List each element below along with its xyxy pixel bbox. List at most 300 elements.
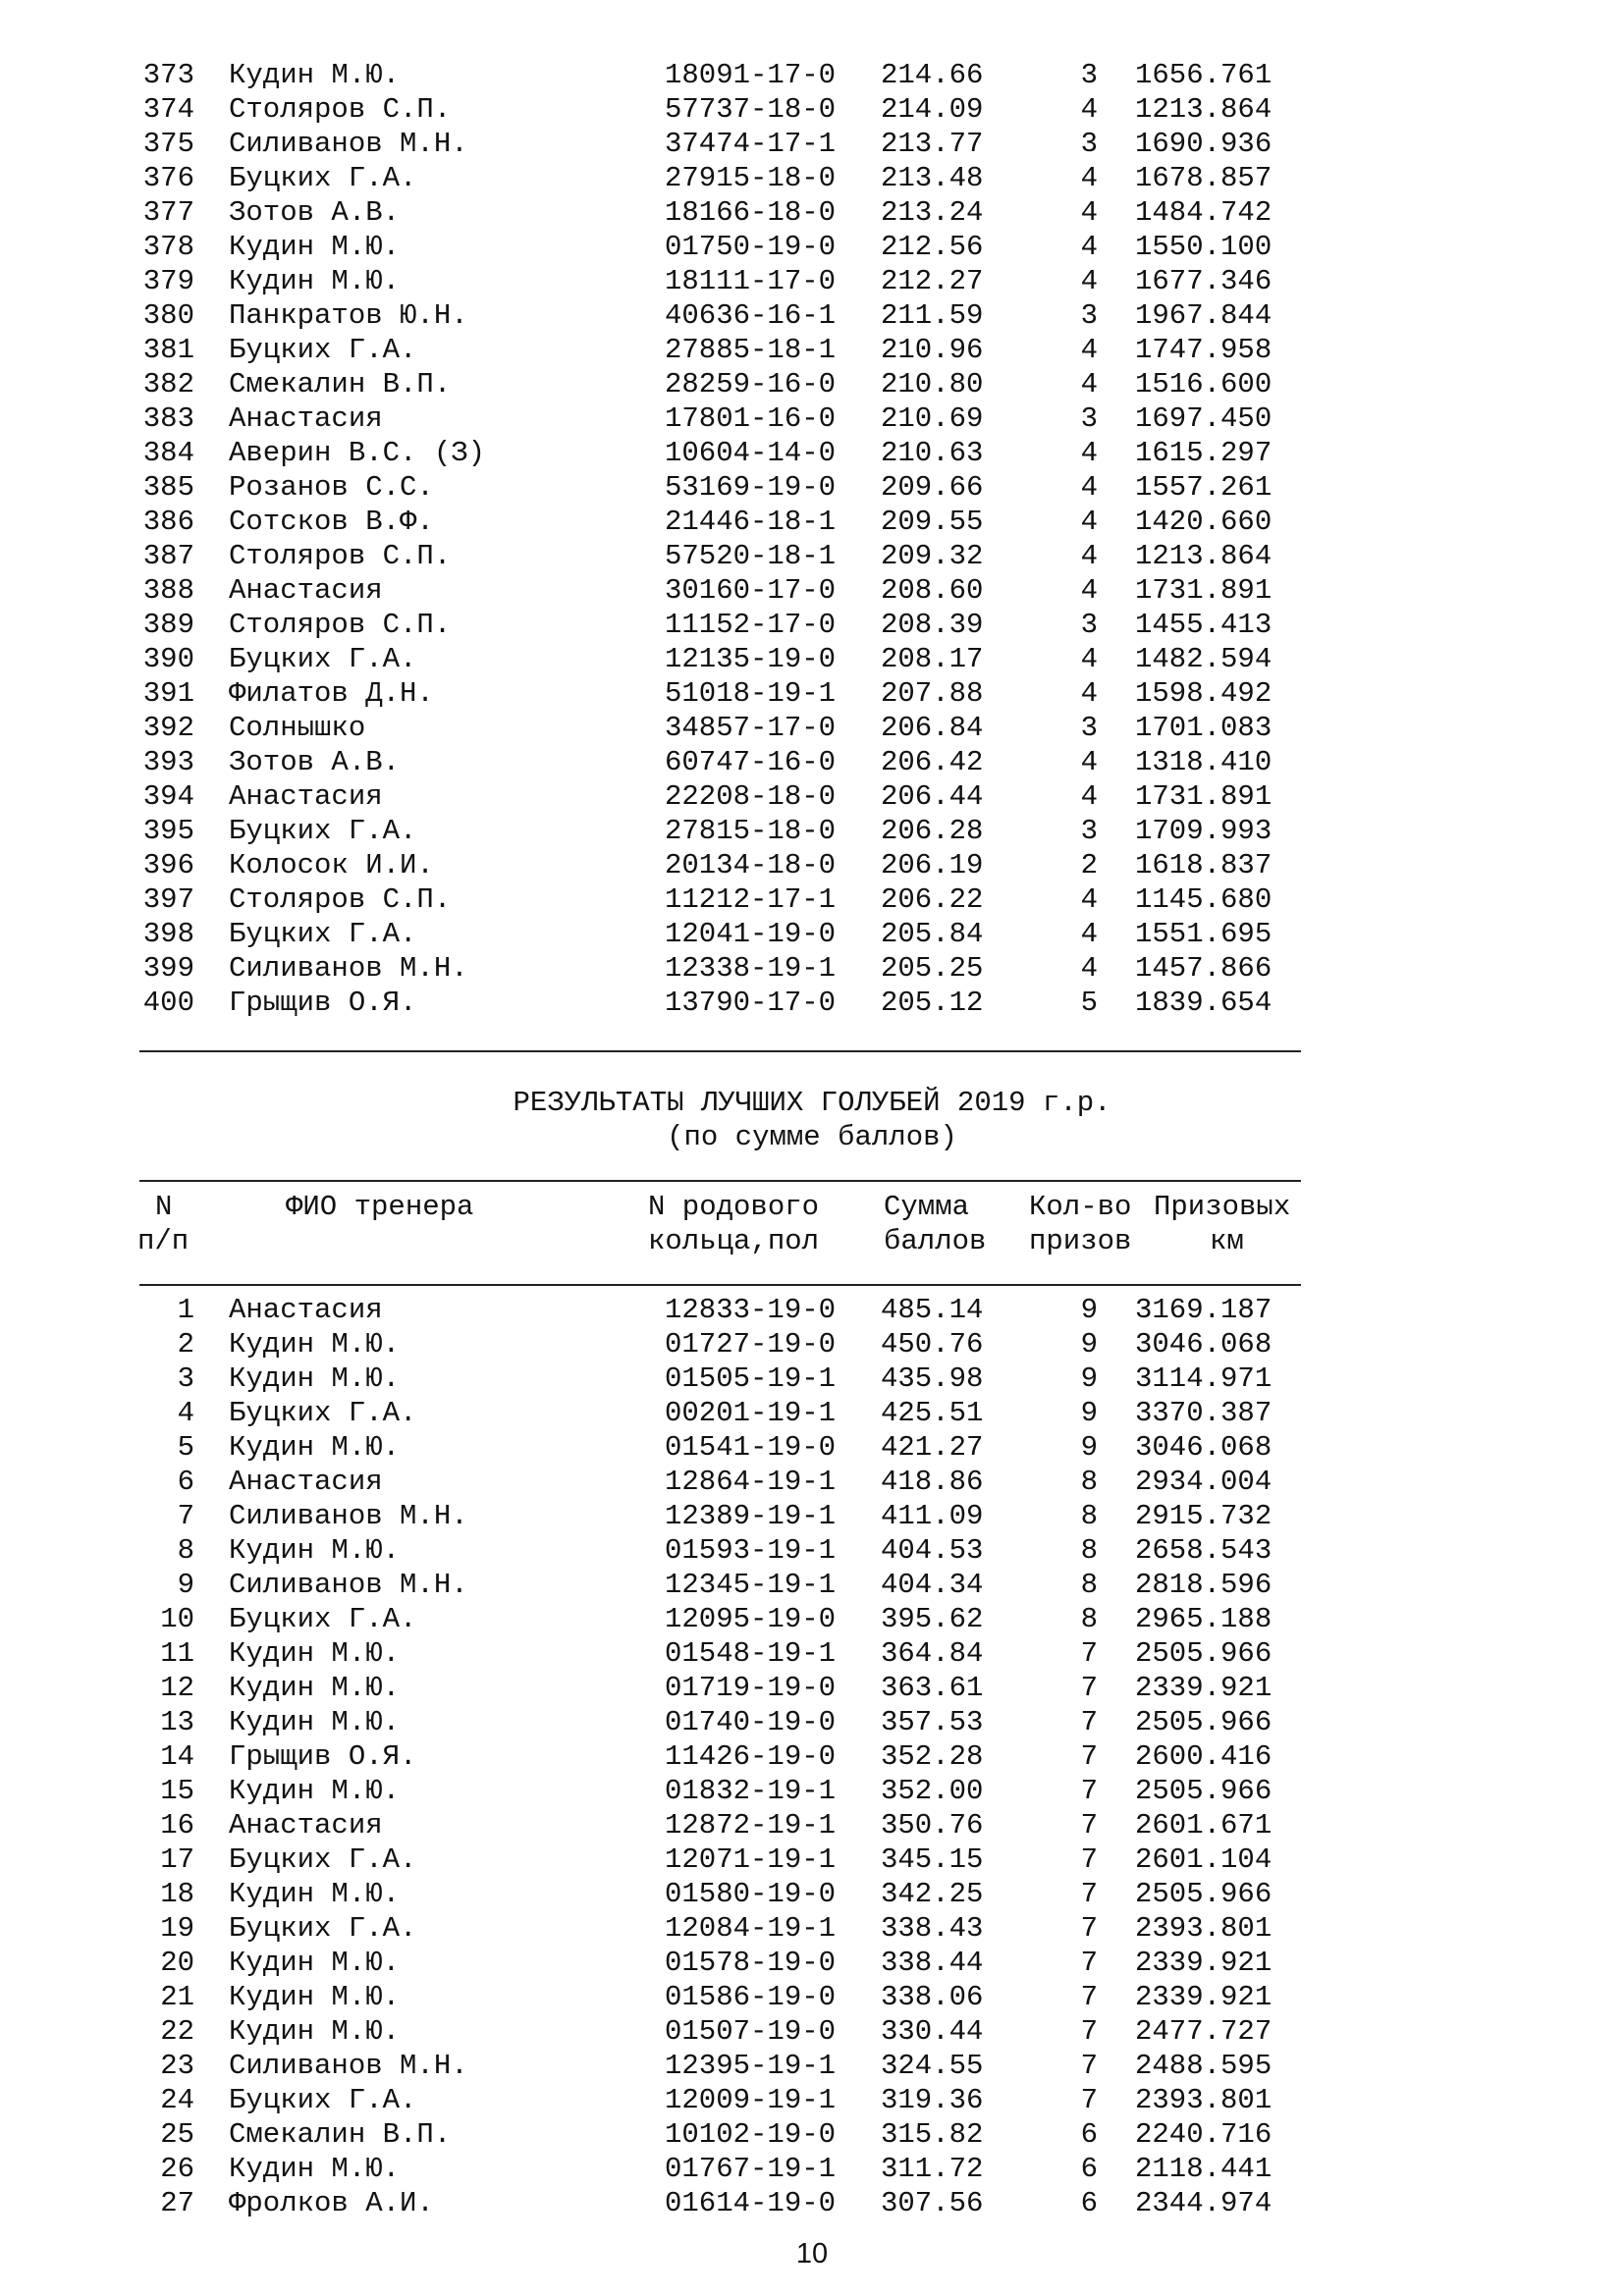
- prize-count: 7: [1080, 2050, 1098, 2082]
- table-row: [0, 642, 1624, 676]
- prize-count: 4: [1080, 368, 1098, 400]
- ring-number: 18166-18-0: [665, 196, 837, 229]
- prize-km: 2658.543: [1135, 1534, 1272, 1567]
- prize-count: 7: [1080, 1981, 1098, 2013]
- prize-count: 4: [1080, 746, 1098, 778]
- table-row: [0, 1877, 1624, 1911]
- table-row: [0, 1636, 1624, 1671]
- prize-count: 4: [1080, 437, 1098, 469]
- header-score: Сумма: [884, 1191, 970, 1223]
- score-sum: 330.44: [881, 2015, 984, 2048]
- prize-count: 4: [1080, 952, 1098, 985]
- table-row: [0, 1396, 1624, 1430]
- row-number: 22: [160, 2015, 194, 2048]
- header-ring: N родового: [648, 1191, 820, 1223]
- header-prizes-line2: призов: [1029, 1225, 1132, 1257]
- ring-number: 12135-19-0: [665, 643, 837, 675]
- score-sum: 214.66: [881, 59, 984, 91]
- score-sum: 435.98: [881, 1362, 984, 1395]
- score-sum: 342.25: [881, 1878, 984, 1910]
- score-sum: 212.27: [881, 265, 984, 297]
- trainer-name: Кудин М.Ю.: [229, 1328, 401, 1361]
- ring-number: 01505-19-1: [665, 1362, 837, 1395]
- prize-count: 7: [1080, 1672, 1098, 1704]
- prize-count: 4: [1080, 540, 1098, 572]
- score-sum: 210.63: [881, 437, 984, 469]
- trainer-name: Буцких Г.А.: [229, 1397, 417, 1429]
- row-number: 399: [142, 952, 194, 985]
- prize-count: 7: [1080, 1775, 1098, 1807]
- trainer-name: Столяров С.П.: [229, 883, 452, 916]
- row-number: 1: [177, 1294, 194, 1326]
- table-row: [0, 161, 1624, 195]
- ring-number: 27815-18-0: [665, 815, 837, 847]
- row-number: 11: [160, 1637, 194, 1670]
- trainer-name: Панкратов Ю.Н.: [229, 299, 468, 332]
- row-number: 7: [177, 1500, 194, 1532]
- table-row: [0, 1533, 1624, 1568]
- row-number: 19: [160, 1912, 194, 1945]
- table-row: [0, 711, 1624, 745]
- table-row: [0, 1293, 1624, 1327]
- prize-count: 4: [1080, 883, 1098, 916]
- trainer-name: Анастасия: [229, 1294, 383, 1326]
- trainer-name: Кудин М.Ю.: [229, 1672, 401, 1704]
- prize-count: 5: [1080, 987, 1098, 1019]
- row-number: 4: [177, 1397, 194, 1429]
- table-row: [0, 1327, 1624, 1362]
- trainer-name: Буцких Г.А.: [229, 162, 417, 194]
- table-row: [0, 230, 1624, 264]
- ring-number: 51018-19-1: [665, 677, 837, 710]
- table-row: [0, 1842, 1624, 1877]
- table-row: [0, 1499, 1624, 1533]
- row-number: 21: [160, 1981, 194, 2013]
- score-sum: 209.66: [881, 471, 984, 504]
- prize-count: 7: [1080, 1740, 1098, 1773]
- prize-count: 4: [1080, 643, 1098, 675]
- trainer-name: Кудин М.Ю.: [229, 231, 401, 263]
- trainer-name: Грыщив О.Я.: [229, 1740, 417, 1773]
- trainer-name: Анастасия: [229, 780, 383, 813]
- trainer-name: Буцких Г.А.: [229, 918, 417, 950]
- trainer-name: Буцких Г.А.: [229, 1912, 417, 1945]
- score-sum: 206.19: [881, 849, 984, 881]
- score-sum: 450.76: [881, 1328, 984, 1361]
- row-number: 378: [142, 231, 194, 263]
- ring-number: 12389-19-1: [665, 1500, 837, 1532]
- prize-km: 1457.866: [1135, 952, 1272, 985]
- trainer-name: Кудин М.Ю.: [229, 1534, 401, 1567]
- trainer-name: Силиванов М.Н.: [229, 1500, 468, 1532]
- header-km-line2: км: [1210, 1225, 1244, 1257]
- score-sum: 208.17: [881, 643, 984, 675]
- row-number: 397: [142, 883, 194, 916]
- prize-km: 1551.695: [1135, 918, 1272, 950]
- row-number: 15: [160, 1775, 194, 1807]
- row-number: 387: [142, 540, 194, 572]
- table-row: [0, 127, 1624, 161]
- trainer-name: Буцких Г.А.: [229, 2084, 417, 2116]
- prize-km: 2601.104: [1135, 1843, 1272, 1876]
- table-row: [0, 401, 1624, 436]
- prize-count: 6: [1080, 2187, 1098, 2219]
- trainer-name: Кудин М.Ю.: [229, 1878, 401, 1910]
- row-number: 5: [177, 1431, 194, 1464]
- table-row: [0, 264, 1624, 298]
- table-row: [0, 1602, 1624, 1636]
- trainer-name: Столяров С.П.: [229, 540, 452, 572]
- row-number: 392: [142, 712, 194, 744]
- header-name: ФИО тренера: [286, 1191, 474, 1223]
- table-row: [0, 2117, 1624, 2152]
- ring-number: 12009-19-1: [665, 2084, 837, 2116]
- header-km: Призовых: [1154, 1191, 1291, 1223]
- ring-number: 01541-19-0: [665, 1431, 837, 1464]
- prize-count: 4: [1080, 471, 1098, 504]
- prize-count: 7: [1080, 1637, 1098, 1670]
- row-number: 27: [160, 2187, 194, 2219]
- section-divider: [139, 1050, 1301, 1052]
- prize-count: 4: [1080, 334, 1098, 366]
- ring-number: 12833-19-0: [665, 1294, 837, 1326]
- trainer-name: Буцких Г.А.: [229, 815, 417, 847]
- trainer-name: Анастасия: [229, 402, 383, 435]
- trainer-name: Зотов А.В.: [229, 196, 401, 229]
- prize-km: 1677.346: [1135, 265, 1272, 297]
- trainer-name: Грыщив О.Я.: [229, 987, 417, 1019]
- table-row: [0, 2152, 1624, 2186]
- prize-km: 2934.004: [1135, 1466, 1272, 1498]
- ring-number: 27915-18-0: [665, 162, 837, 194]
- table-row: [0, 986, 1624, 1020]
- table-row: [0, 1568, 1624, 1602]
- score-sum: 211.59: [881, 299, 984, 332]
- prize-count: 4: [1080, 196, 1098, 229]
- prize-count: 4: [1080, 93, 1098, 126]
- trainer-name: Кудин М.Ю.: [229, 2015, 401, 2048]
- row-number: 381: [142, 334, 194, 366]
- score-sum: 338.43: [881, 1912, 984, 1945]
- prize-count: 2: [1080, 849, 1098, 881]
- prize-count: 4: [1080, 162, 1098, 194]
- prize-count: 4: [1080, 574, 1098, 607]
- prize-km: 1731.891: [1135, 780, 1272, 813]
- prize-km: 2505.966: [1135, 1878, 1272, 1910]
- trainer-name: Кудин М.Ю.: [229, 1981, 401, 2013]
- score-sum: 315.82: [881, 2118, 984, 2151]
- prize-count: 8: [1080, 1500, 1098, 1532]
- trainer-name: Силиванов М.Н.: [229, 128, 468, 160]
- prize-km: 2344.974: [1135, 2187, 1272, 2219]
- prize-km: 1678.857: [1135, 162, 1272, 194]
- table-row: [0, 92, 1624, 127]
- ring-number: 01614-19-0: [665, 2187, 837, 2219]
- ring-number: 12338-19-1: [665, 952, 837, 985]
- table-row: [0, 745, 1624, 779]
- table-row: [0, 1911, 1624, 1946]
- prize-km: 1145.680: [1135, 883, 1272, 916]
- prize-count: 7: [1080, 1809, 1098, 1842]
- prize-km: 2393.801: [1135, 1912, 1272, 1945]
- prize-km: 2505.966: [1135, 1706, 1272, 1738]
- row-number: 20: [160, 1947, 194, 1979]
- trainer-name: Сотсков В.Ф.: [229, 506, 434, 538]
- table-row: [0, 1946, 1624, 1980]
- trainer-name: Кудин М.Ю.: [229, 1775, 401, 1807]
- prize-km: 2505.966: [1135, 1637, 1272, 1670]
- score-sum: 206.84: [881, 712, 984, 744]
- prize-km: 3169.187: [1135, 1294, 1272, 1326]
- row-number: 9: [177, 1569, 194, 1601]
- table-row: [0, 1705, 1624, 1739]
- row-number: 374: [142, 93, 194, 126]
- prize-km: 1516.600: [1135, 368, 1272, 400]
- prize-km: 2818.596: [1135, 1569, 1272, 1601]
- row-number: 386: [142, 506, 194, 538]
- prize-count: 9: [1080, 1328, 1098, 1361]
- prize-km: 2339.921: [1135, 1981, 1272, 2013]
- trainer-name: Зотов А.В.: [229, 746, 401, 778]
- prize-km: 2915.732: [1135, 1500, 1272, 1532]
- prize-km: 2118.441: [1135, 2153, 1272, 2185]
- row-number: 17: [160, 1843, 194, 1876]
- prize-km: 2488.595: [1135, 2050, 1272, 2082]
- table-row: [0, 539, 1624, 573]
- trainer-name: Столяров С.П.: [229, 93, 452, 126]
- prize-km: 1747.958: [1135, 334, 1272, 366]
- ring-number: 57737-18-0: [665, 93, 837, 126]
- table-row: [0, 1808, 1624, 1842]
- ring-number: 01750-19-0: [665, 231, 837, 263]
- header-score-line2: баллов: [884, 1225, 987, 1257]
- table-row: [0, 333, 1624, 367]
- prize-km: 2477.727: [1135, 2015, 1272, 2048]
- prize-km: 1420.660: [1135, 506, 1272, 538]
- ring-number: 01593-19-1: [665, 1534, 837, 1567]
- table-row: [0, 1774, 1624, 1808]
- table-row: [0, 848, 1624, 882]
- row-number: 376: [142, 162, 194, 194]
- row-number: 393: [142, 746, 194, 778]
- ring-number: 12095-19-0: [665, 1603, 837, 1635]
- prize-km: 2505.966: [1135, 1775, 1272, 1807]
- prize-km: 1967.844: [1135, 299, 1272, 332]
- prize-km: 1455.413: [1135, 609, 1272, 641]
- prize-km: 2339.921: [1135, 1672, 1272, 1704]
- section-subtitle: (по сумме баллов): [667, 1121, 957, 1153]
- prize-count: 9: [1080, 1362, 1098, 1395]
- prize-km: 1701.083: [1135, 712, 1272, 744]
- row-number: 384: [142, 437, 194, 469]
- table-row: [0, 1671, 1624, 1705]
- score-sum: 418.86: [881, 1466, 984, 1498]
- prize-km: 1482.594: [1135, 643, 1272, 675]
- prize-count: 4: [1080, 677, 1098, 710]
- prize-km: 2965.188: [1135, 1603, 1272, 1635]
- score-sum: 210.96: [881, 334, 984, 366]
- trainer-name: Буцких Г.А.: [229, 1603, 417, 1635]
- score-sum: 352.28: [881, 1740, 984, 1773]
- table-row: [0, 436, 1624, 470]
- row-number: 26: [160, 2153, 194, 2185]
- ring-number: 01548-19-1: [665, 1637, 837, 1670]
- table-row: [0, 470, 1624, 505]
- ring-number: 18091-17-0: [665, 59, 837, 91]
- trainer-name: Анастасия: [229, 1809, 383, 1842]
- table-row: [0, 195, 1624, 230]
- row-number: 398: [142, 918, 194, 950]
- ring-number: 12395-19-1: [665, 2050, 837, 2082]
- prize-count: 3: [1080, 299, 1098, 332]
- score-sum: 364.84: [881, 1637, 984, 1670]
- row-number: 379: [142, 265, 194, 297]
- header-n-line2: п/п: [137, 1225, 189, 1257]
- prize-km: 1484.742: [1135, 196, 1272, 229]
- ring-number: 11152-17-0: [665, 609, 837, 641]
- table-row: [0, 882, 1624, 917]
- ring-number: 20134-18-0: [665, 849, 837, 881]
- ring-number: 01832-19-1: [665, 1775, 837, 1807]
- ring-number: 01767-19-1: [665, 2153, 837, 2185]
- score-sum: 212.56: [881, 231, 984, 263]
- row-number: 391: [142, 677, 194, 710]
- ring-number: 10604-14-0: [665, 437, 837, 469]
- prize-km: 1557.261: [1135, 471, 1272, 504]
- trainer-name: Кудин М.Ю.: [229, 59, 401, 91]
- row-number: 394: [142, 780, 194, 813]
- trainer-name: Фролков А.И.: [229, 2187, 434, 2219]
- row-number: 375: [142, 128, 194, 160]
- prize-count: 3: [1080, 402, 1098, 435]
- row-number: 382: [142, 368, 194, 400]
- score-sum: 311.72: [881, 2153, 984, 2185]
- trainer-name: Анастасия: [229, 1466, 383, 1498]
- prize-count: 9: [1080, 1294, 1098, 1326]
- table-row: [0, 1739, 1624, 1774]
- prize-km: 2240.716: [1135, 2118, 1272, 2151]
- score-sum: 404.34: [881, 1569, 984, 1601]
- trainer-name: Силиванов М.Н.: [229, 952, 468, 985]
- prize-km: 1213.864: [1135, 540, 1272, 572]
- table-row: [0, 367, 1624, 401]
- ring-number: 21446-18-1: [665, 506, 837, 538]
- row-number: 8: [177, 1534, 194, 1567]
- score-sum: 206.44: [881, 780, 984, 813]
- section-title: РЕЗУЛЬТАТЫ ЛУЧШИХ ГОЛУБЕЙ 2019 г.р.: [513, 1087, 1111, 1119]
- score-sum: 395.62: [881, 1603, 984, 1635]
- trainer-name: Кудин М.Ю.: [229, 265, 401, 297]
- score-sum: 205.84: [881, 918, 984, 950]
- row-number: 6: [177, 1466, 194, 1498]
- trainer-name: Столяров С.П.: [229, 609, 452, 641]
- trainer-name: Кудин М.Ю.: [229, 1706, 401, 1738]
- prize-km: 3046.068: [1135, 1431, 1272, 1464]
- prize-count: 6: [1080, 2153, 1098, 2185]
- prize-km: 1690.936: [1135, 128, 1272, 160]
- prize-km: 1550.100: [1135, 231, 1272, 263]
- prize-km: 3114.971: [1135, 1362, 1272, 1395]
- ring-number: 12041-19-0: [665, 918, 837, 950]
- ring-number: 13790-17-0: [665, 987, 837, 1019]
- row-number: 25: [160, 2118, 194, 2151]
- ring-number: 53169-19-0: [665, 471, 837, 504]
- trainer-name: Аверин В.С. (З): [229, 437, 486, 469]
- prize-count: 8: [1080, 1466, 1098, 1498]
- ring-number: 00201-19-1: [665, 1397, 837, 1429]
- header-bottom-rule: [139, 1284, 1301, 1286]
- trainer-name: Кудин М.Ю.: [229, 1362, 401, 1395]
- trainer-name: Смекалин В.П.: [229, 368, 452, 400]
- row-number: 385: [142, 471, 194, 504]
- row-number: 13: [160, 1706, 194, 1738]
- row-number: 16: [160, 1809, 194, 1842]
- prize-count: 3: [1080, 128, 1098, 160]
- trainer-name: Кудин М.Ю.: [229, 1431, 401, 1464]
- table-row: [0, 2186, 1624, 2220]
- score-sum: 210.80: [881, 368, 984, 400]
- prize-count: 4: [1080, 265, 1098, 297]
- header-prizes: Кол-во: [1029, 1191, 1132, 1223]
- ring-number: 12345-19-1: [665, 1569, 837, 1601]
- ring-number: 01727-19-0: [665, 1328, 837, 1361]
- score-sum: 324.55: [881, 2050, 984, 2082]
- trainer-name: Буцких Г.А.: [229, 1843, 417, 1876]
- prize-count: 8: [1080, 1534, 1098, 1567]
- header-ring-line2: кольца,пол: [648, 1225, 820, 1257]
- table-row: [0, 58, 1624, 92]
- prize-count: 7: [1080, 1912, 1098, 1945]
- table-row: [0, 1430, 1624, 1465]
- score-sum: 210.69: [881, 402, 984, 435]
- row-number: 12: [160, 1672, 194, 1704]
- prize-km: 1839.654: [1135, 987, 1272, 1019]
- score-sum: 352.00: [881, 1775, 984, 1807]
- ring-number: 01580-19-0: [665, 1878, 837, 1910]
- score-sum: 425.51: [881, 1397, 984, 1429]
- prize-km: 1709.993: [1135, 815, 1272, 847]
- trainer-name: Розанов С.С.: [229, 471, 434, 504]
- prize-count: 4: [1080, 231, 1098, 263]
- score-sum: 213.24: [881, 196, 984, 229]
- score-sum: 485.14: [881, 1294, 984, 1326]
- prize-count: 3: [1080, 609, 1098, 641]
- score-sum: 345.15: [881, 1843, 984, 1876]
- table-row: [0, 917, 1624, 951]
- header-top-rule: [139, 1180, 1301, 1182]
- table-row: [0, 298, 1624, 333]
- score-sum: 206.28: [881, 815, 984, 847]
- score-sum: 357.53: [881, 1706, 984, 1738]
- score-sum: 209.32: [881, 540, 984, 572]
- table-row: [0, 573, 1624, 608]
- trainer-name: Буцких Г.А.: [229, 643, 417, 675]
- prize-count: 9: [1080, 1431, 1098, 1464]
- score-sum: 205.25: [881, 952, 984, 985]
- ring-number: 01586-19-0: [665, 1981, 837, 2013]
- ring-number: 37474-17-1: [665, 128, 837, 160]
- ring-number: 12084-19-1: [665, 1912, 837, 1945]
- trainer-name: Анастасия: [229, 574, 383, 607]
- score-sum: 205.12: [881, 987, 984, 1019]
- score-sum: 206.42: [881, 746, 984, 778]
- prize-km: 2339.921: [1135, 1947, 1272, 1979]
- table-row: [0, 814, 1624, 848]
- trainer-name: Кудин М.Ю.: [229, 1947, 401, 1979]
- row-number: 388: [142, 574, 194, 607]
- score-sum: 213.48: [881, 162, 984, 194]
- row-number: 380: [142, 299, 194, 332]
